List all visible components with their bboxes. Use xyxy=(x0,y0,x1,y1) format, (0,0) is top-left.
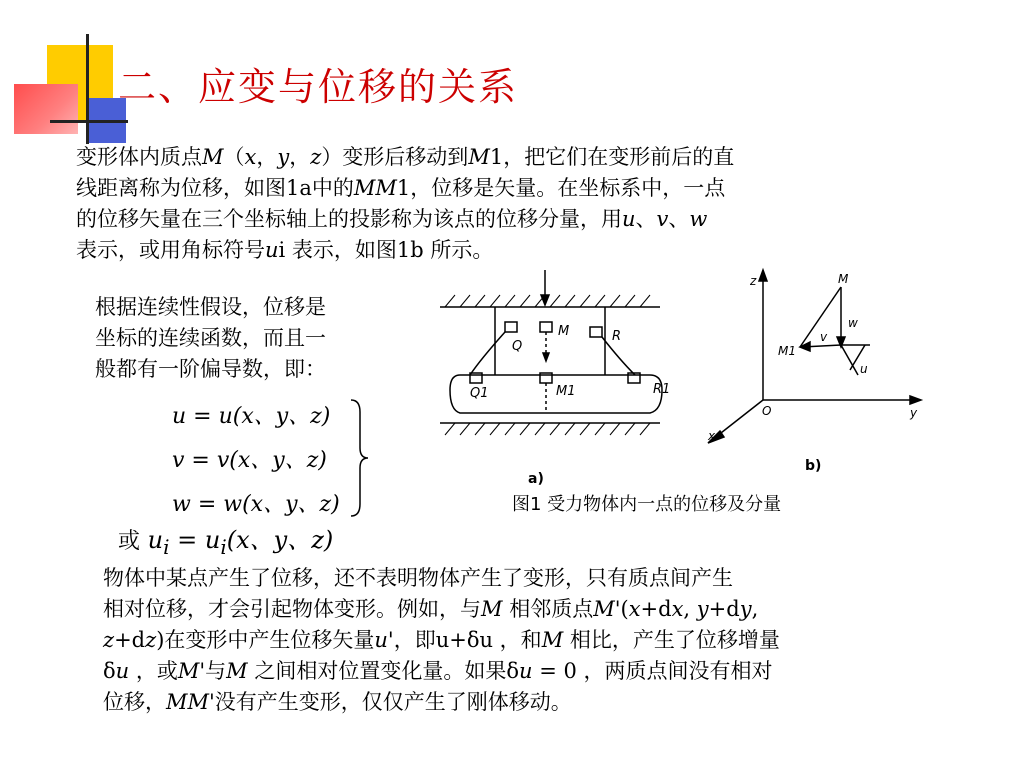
figure-a xyxy=(440,270,662,435)
intro-line-3: 的位移矢量在三个坐标轴上的投影称为该点的位移分量，用u、v、w xyxy=(76,207,708,231)
relative-line-4: δu ，或M'与M 之间相对位置变化量。如果δu = 0 ，两质点间没有相对 xyxy=(103,659,773,683)
decor-red-square xyxy=(14,84,78,134)
continuity-line-2: 坐标的连续函数，而且一 xyxy=(95,326,326,350)
label-b-m: M xyxy=(838,272,849,286)
equation-v: v = v(x、y、z) xyxy=(172,448,327,473)
figure-b xyxy=(708,270,921,443)
label-a-q1: Q1 xyxy=(470,386,489,401)
relative-line-5: 位移，MM'没有产生变形，仅仅产生了刚体移动。 xyxy=(103,690,572,714)
displacement-figure xyxy=(440,265,940,485)
relative-displacement-paragraph xyxy=(103,563,780,718)
label-a-r: R xyxy=(612,329,622,344)
decor-horizontal-line xyxy=(50,120,128,123)
intro-line-4: 表示，或用角标符号ui 表示，如图1b 所示。 xyxy=(76,238,494,262)
displacement-equations xyxy=(172,395,340,527)
label-b-w: w xyxy=(848,316,858,330)
intro-line-2: 线距离称为位移，如图1a中的MM1，位移是矢量。在坐标系中，一点 xyxy=(76,176,726,200)
continuity-line-3: 般都有一阶偏导数，即： xyxy=(95,357,326,381)
relative-line-2: 相对位移，才会引起物体变形。例如，与M 相邻质点M'(x+dx, y+dy, xyxy=(103,597,759,621)
label-b-caption: b) xyxy=(805,458,822,474)
label-a-q: Q xyxy=(512,339,523,354)
label-b-x: x xyxy=(708,429,716,443)
equation-w: w = w(x、y、z) xyxy=(172,492,340,517)
label-b-v: v xyxy=(820,330,828,344)
right-brace-icon xyxy=(348,398,370,518)
label-a-r1: R1 xyxy=(653,382,671,397)
index-equation: 或 $u_i = u_i(x$、y、z) xyxy=(118,526,334,559)
label-b-m1: M1 xyxy=(778,344,796,358)
equation-u: u = u(x、y、z) xyxy=(172,404,331,429)
label-b-o: O xyxy=(762,404,772,418)
label-a-m1: M1 xyxy=(556,384,576,399)
continuity-line-1: 根据连续性假设，位移是 xyxy=(95,295,326,319)
label-a-m: M xyxy=(558,324,570,339)
decor-vertical-line xyxy=(86,34,89,144)
figure-caption: 图1 受力物体内一点的位移及分量 xyxy=(512,494,782,515)
relative-line-3: z+dz)在变形中产生位移矢量u'，即u+δu ，和M 相比，产生了位移增量 xyxy=(103,628,780,652)
label-b-u: u xyxy=(860,362,868,376)
label-a-caption: a) xyxy=(528,471,544,485)
label-b-z: z xyxy=(750,274,757,288)
relative-line-1: 物体中某点产生了位移，还不表明物体产生了变形，只有质点间产生 xyxy=(103,566,733,590)
label-b-y: y xyxy=(910,406,918,420)
slide-title: 二、应变与位移的关系 xyxy=(118,65,519,109)
intro-paragraph xyxy=(76,142,734,266)
continuity-paragraph xyxy=(95,292,326,385)
intro-line-1: 变形体内质点M（x，y，z）变形后移动到M1，把它们在变形前后的直 xyxy=(76,145,735,169)
